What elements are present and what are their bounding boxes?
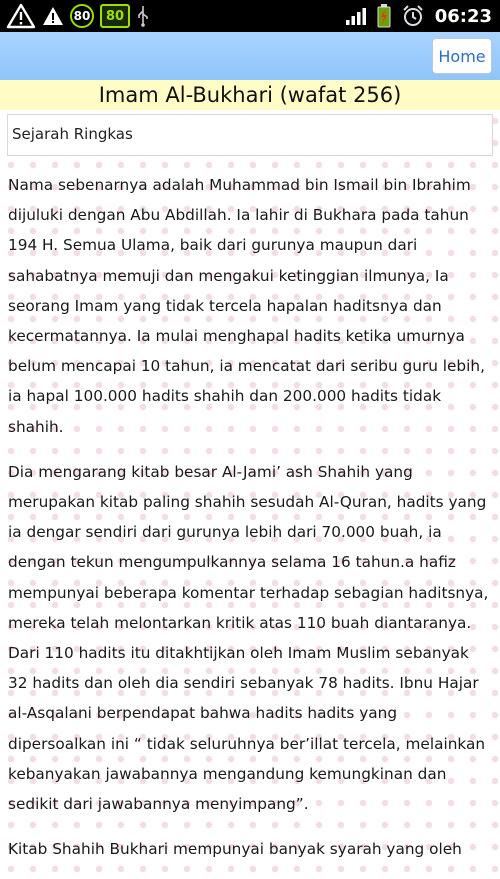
section-title: Sejarah Ringkas (7, 114, 493, 156)
article-body (8, 170, 492, 879)
paragraph: Dia mengarang kitab besar Al-Jami’ ash Shahih yang merupakan kitab paling shahih sesudah Al-Quran, hadits yang ia dengar sendiri dari gurunya lebih dari 70.000 buah, ia dengan tekun mengumpulkannya selama 16 tahun.a hafiz mempunyai beberapa komentar terhadap sebagian haditsnya, mereka telah melontarkan kritik atas 110 buah diantaranya. Dari 110 hadits itu ditakhtijkan oleh Imam Muslim sebanyak 32 hadits dan oleh dia sendiri sebanyak 78 hadits. Ibnu Hajar al-Asqalani berpendapat bahwa hadits hadits yang dipersoalkan ini “ tidak seluruhnya ber’illat tercela, melainkan kebanyakan jawabannya mengandung kemungkinan dan sedikit dari jawabannya menyimpang”. (8, 462, 489, 814)
alarm-icon (401, 4, 425, 28)
battery-charging-icon (377, 4, 391, 28)
status-bar (0, 0, 500, 32)
paragraph: Nama sebenarnya adalah Muhammad bin Ismail bin Ibrahim dijuluki dengan Abu Abdillah. Ia lahir di Bukhara pada tahun 194 H. Semua Ulama, baik dari gurunya maupun dari sahabatnya memuji dan mengakui ketinggian ilmunya, Ia seorang Imam yang tidak tercela hapalan haditsnya dan kecermatannya. Ia mulai menghapal hadits ketika umurnya belum mencapai 10 tahun, ia mencatat dari seribu guru lebih, ia hapal 100.000 hadits shahih dan 200.000 hadits tidak shahih. (8, 176, 485, 436)
signal-icon (345, 6, 367, 26)
warning-icon (6, 3, 36, 29)
clock: 06:23 (434, 5, 492, 27)
paragraph: Kitab Shahih Bukhari mempunyai banyak syarah yang oleh (8, 840, 462, 859)
app-bar (0, 32, 500, 80)
home-button[interactable]: Home (432, 38, 492, 74)
battery-level-icon: 80 (100, 4, 130, 28)
usb-icon (136, 5, 150, 27)
page-title: Imam Al-Bukhari (wafat 256) (0, 80, 500, 110)
battery-ring-icon: 80 (70, 4, 94, 28)
warning-icon (42, 5, 64, 27)
